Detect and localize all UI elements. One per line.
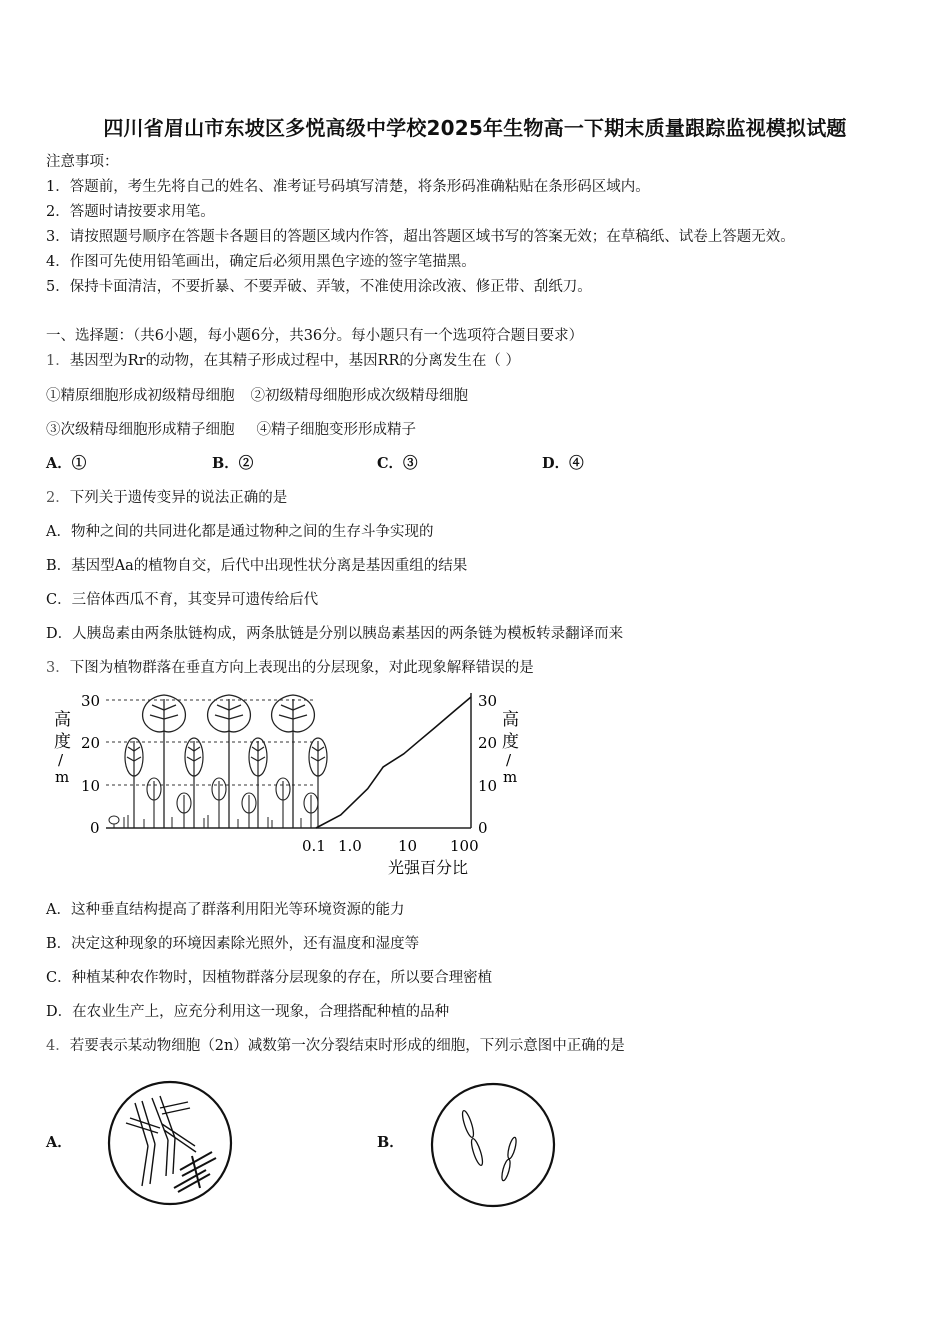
left-axis-label-char: m bbox=[55, 768, 70, 786]
left-axis-label-char: 高 bbox=[54, 710, 71, 730]
y-tick-label: 0 bbox=[90, 819, 100, 837]
y-tick-label: 10 bbox=[81, 777, 101, 795]
q3-option-c[interactable]: C．种植某种农作物时，因植物群落分层现象的存在，所以要合理密植 bbox=[46, 970, 493, 986]
q1-items-row-2 bbox=[46, 420, 416, 440]
tall-tree bbox=[272, 695, 315, 828]
notice-item: 5．保持卡面清洁，不要折暴、不要弄破、弄皱，不准使用涂改液、修正带、刮纸刀。 bbox=[46, 279, 592, 295]
q3-option-d[interactable]: D．在农业生产上，应充分利用这一现象，合理搭配种植的品种 bbox=[46, 1004, 450, 1020]
q1-item-3: ③次级精母细胞形成精子细胞 bbox=[46, 422, 235, 438]
cell-diagram-a[interactable] bbox=[100, 1078, 240, 1208]
notice-item: 2．答题时请按要求用笔。 bbox=[46, 204, 215, 220]
vegetation-layer-figure bbox=[46, 685, 536, 885]
chromosome bbox=[500, 1137, 517, 1182]
series-line bbox=[316, 697, 471, 828]
medium-tree bbox=[309, 738, 327, 828]
question-1 bbox=[46, 351, 520, 371]
q2-option-d[interactable]: D．人胰岛素由两条肽链构成，两条肽链是分别以胰岛素基因的两条链为模板转录翻译而来 bbox=[46, 626, 624, 642]
x-tick-label: 1.0 bbox=[338, 837, 362, 855]
right-y-tick-label: 20 bbox=[478, 734, 498, 752]
right-axis-label-char: m bbox=[503, 768, 518, 786]
q4-option-b[interactable]: B． bbox=[377, 1134, 404, 1151]
q1-option-b[interactable]: B．② bbox=[212, 455, 254, 472]
question-number: 3． bbox=[46, 660, 70, 676]
q3-option-a[interactable]: A．这种垂直结构提高了群落利用阳光等环境资源的能力 bbox=[46, 902, 405, 918]
x-tick-label: 10 bbox=[398, 837, 418, 855]
right-axis-label-char: 高 bbox=[502, 710, 519, 730]
chromosome-pair bbox=[174, 1152, 216, 1192]
q1-option-c[interactable]: C．③ bbox=[377, 455, 418, 472]
q2-option-a[interactable]: A．物种之间的共同进化都是通过物种之间的生存斗争实现的 bbox=[46, 524, 434, 540]
right-y-tick-label: 30 bbox=[478, 692, 498, 710]
x-tick-label: 0.1 bbox=[302, 837, 326, 855]
right-axis-label-char: / bbox=[506, 751, 512, 769]
right-y-tick-label: 0 bbox=[478, 819, 488, 837]
q1-item-1: ①精原细胞形成初级精母细胞 bbox=[46, 388, 235, 404]
chromosome-pair bbox=[126, 1096, 196, 1186]
right-y-tick-label: 10 bbox=[478, 777, 498, 795]
notice-heading: 注意事项： bbox=[46, 154, 119, 170]
q1-items-row-1 bbox=[46, 386, 468, 406]
medium-tree bbox=[125, 738, 143, 828]
left-axis-label-char: 度 bbox=[54, 732, 71, 752]
tall-tree bbox=[143, 695, 186, 828]
q1-option-a[interactable]: A．① bbox=[46, 455, 87, 472]
question-stem: 下列关于遗传变异的说法正确的是 bbox=[69, 490, 288, 506]
page-title: 四川省眉山市东坡区多悦高级中学校2025年生物高一下期末质量跟踪监视模拟试题 bbox=[103, 116, 847, 140]
question-3 bbox=[46, 658, 534, 678]
cell-diagram-b[interactable] bbox=[428, 1080, 558, 1210]
q1-item-4: ④精子细胞变形形成精子 bbox=[256, 422, 416, 438]
notice-item: 3．请按照题号顺序在答题卡各题目的答题区域内作答，超出答题区域书写的答案无效；在草稿纸、试卷上答题无效。 bbox=[46, 229, 795, 245]
left-axis-label-char: / bbox=[58, 751, 64, 769]
tall-tree bbox=[208, 695, 251, 828]
question-number: 2． bbox=[46, 490, 70, 506]
question-4 bbox=[46, 1036, 625, 1056]
x-tick-label: 100 bbox=[450, 837, 479, 855]
q1-option-d[interactable]: D．④ bbox=[542, 455, 584, 472]
question-number: 4． bbox=[46, 1038, 70, 1054]
q1-item-2: ②初级精母细胞形成次级精母细胞 bbox=[250, 388, 468, 404]
right-axis-label-char: 度 bbox=[502, 732, 519, 752]
chromosome bbox=[460, 1110, 484, 1167]
question-stem: 下图为植物群落在垂直方向上表现出的分层现象，对此现象解释错误的是 bbox=[69, 660, 534, 676]
q4-option-a[interactable]: A． bbox=[46, 1134, 72, 1151]
medium-tree bbox=[249, 738, 267, 828]
y-tick-label: 20 bbox=[81, 734, 101, 752]
question-2 bbox=[46, 488, 287, 508]
q3-option-b[interactable]: B．决定这种现象的环境因素除光照外，还有温度和湿度等 bbox=[46, 936, 420, 952]
notice-item: 1．答题前，考生先将自己的姓名、准考证号码填写清楚，将条形码准确粘贴在条形码区域内。 bbox=[46, 179, 650, 195]
question-stem: 基因型为Rr的动物，在其精子形成过程中，基因RR的分离发生在（ ） bbox=[69, 353, 521, 369]
q2-option-b[interactable]: B．基因型Aa的植物自交，后代中出现性状分离是基因重组的结果 bbox=[46, 558, 468, 574]
x-axis-label: 光强百分比 bbox=[388, 858, 469, 877]
notice-item: 4．作图可先使用铅笔画出，确定后必须用黑色字迹的签字笔描黑。 bbox=[46, 254, 476, 270]
q2-option-c[interactable]: C．三倍体西瓜不育，其变异可遗传给后代 bbox=[46, 592, 319, 608]
herb-layer bbox=[109, 815, 301, 828]
section-heading: 一、选择题：（共6小题，每小题6分，共36分。每小题只有一个选项符合题目要求） bbox=[46, 328, 584, 344]
question-stem: 若要表示某动物细胞（2n）减数第一次分裂结束时形成的细胞，下列示意图中正确的是 bbox=[69, 1038, 625, 1054]
medium-tree bbox=[185, 738, 203, 828]
question-number: 1． bbox=[46, 353, 70, 369]
light-intensity-curve bbox=[316, 697, 471, 828]
y-tick-label: 30 bbox=[81, 692, 101, 710]
